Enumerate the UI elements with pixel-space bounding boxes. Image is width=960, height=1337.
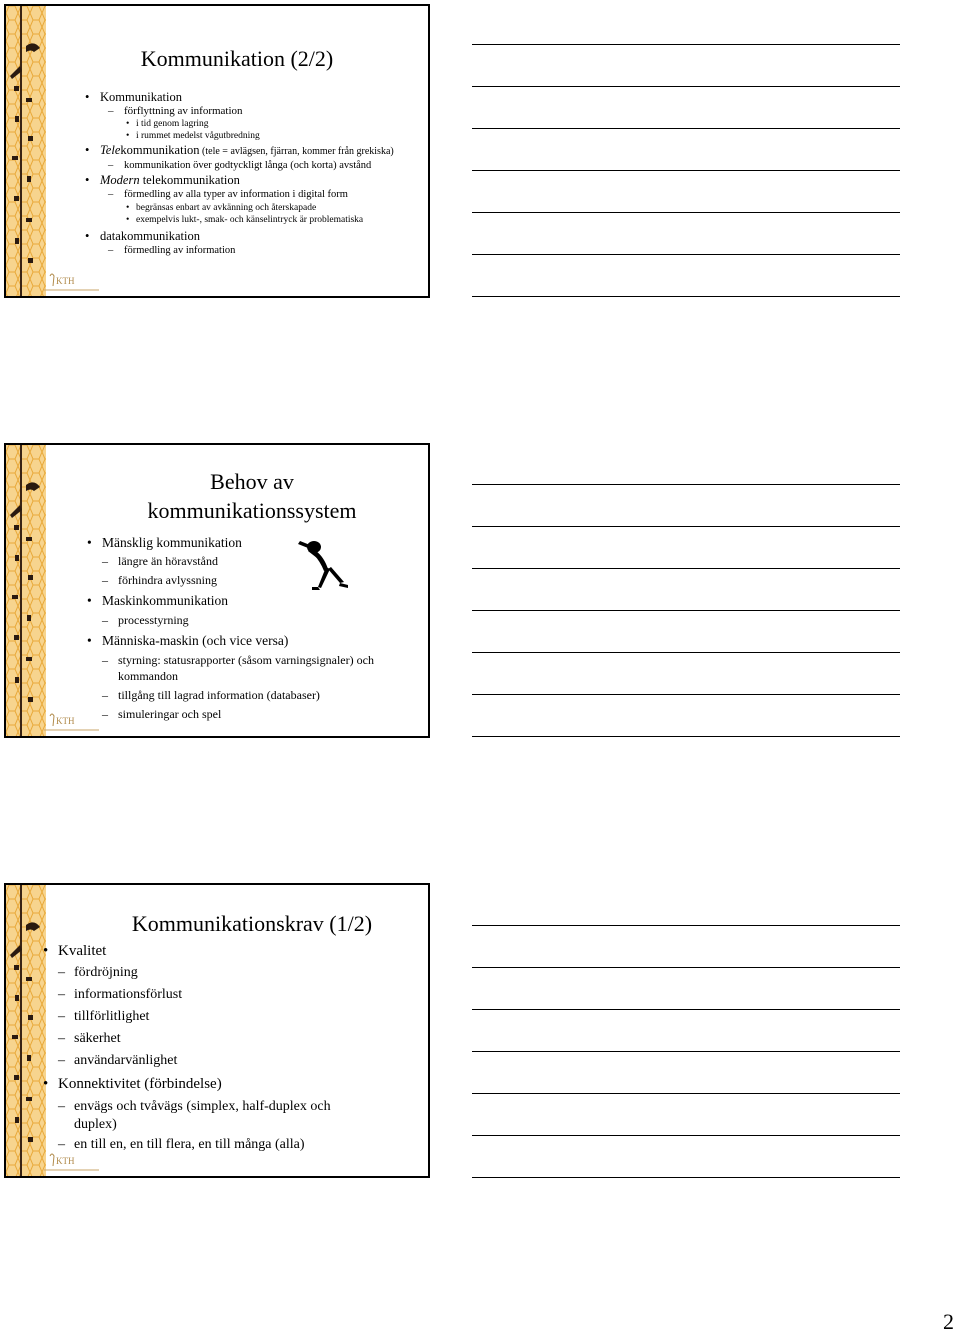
slide-1-content: [84, 90, 420, 258]
list-item: • Telekommunikation (tele = avlägsen, fjärran, kommer från grekiska): [84, 143, 420, 159]
list-item: – envägs och tvåvägs (simplex, half-duplex och duplex): [42, 1098, 420, 1134]
slide-title: Kommunikation (2/2): [140, 46, 334, 71]
kth-logo: [44, 712, 104, 734]
list-item: – styrning: statusrapporter (såsom varningsignaler) och kommandon: [86, 652, 418, 684]
list-item: – förflyttning av information: [84, 105, 420, 118]
list-item: • begränsas enbart av avkänning och återskapade: [84, 202, 420, 214]
list-item: – förhindra avlyssning: [86, 571, 418, 590]
svg-text:KTH: KTH: [56, 276, 75, 286]
list-item: • exempelvis lukt-, smak- och känselintryck är problematiska: [84, 214, 420, 226]
list-item: – tillförlitlighet: [42, 1006, 420, 1028]
honeycomb-strip-icon: [6, 6, 46, 296]
list-item: – förmedling av information: [84, 244, 420, 258]
list-item: – simuleringar och spel: [86, 705, 418, 724]
kth-logo: [44, 1152, 104, 1174]
list-item: – längre än höravstånd: [86, 552, 418, 571]
slide-1: [4, 4, 430, 298]
list-item: • datakommunikation: [84, 228, 420, 244]
page-number: 2: [943, 1309, 954, 1334]
list-item: • Människa-maskin (och vice versa): [86, 630, 418, 652]
list-item: – säkerhet: [42, 1028, 420, 1050]
honeycomb-strip-icon: [6, 885, 46, 1176]
list-item: • Modern telekommunikation: [84, 172, 420, 188]
list-item: – kommunikation över godtyckligt långa (och korta) avstånd: [84, 159, 420, 172]
list-item: – en till en, en till flera, en till många (alla): [42, 1134, 420, 1156]
list-item: – användarvänlighet: [42, 1050, 420, 1072]
slide-title: Kommunikationskrav (1/2): [131, 911, 373, 936]
svg-text:KTH: KTH: [56, 716, 75, 726]
honeycomb-strip-icon: [6, 445, 46, 736]
list-item: – förmedling av alla typer av information i digital form: [84, 188, 420, 202]
list-item: • Kommunikation: [84, 90, 420, 105]
svg-text:KTH: KTH: [56, 1156, 75, 1166]
list-item: – processtyrning: [86, 611, 418, 630]
slide-2-content: [86, 533, 418, 724]
list-item: • i tid genom lagring: [84, 118, 420, 130]
list-item: • Mänsklig kommunikation: [86, 533, 418, 552]
list-item: • Konnektivitet (förbindelse): [42, 1072, 420, 1096]
kth-logo: [44, 272, 104, 294]
slide-3: [4, 883, 430, 1178]
slide-2: [4, 443, 430, 738]
list-item: • Maskinkommunikation: [86, 590, 418, 611]
slide-3-content: [42, 940, 420, 1156]
list-item: • i rummet medelst vågutbredning: [84, 130, 420, 142]
slide-title: Behov av kommunikationssystem: [147, 469, 357, 523]
list-item: – informationsförlust: [42, 984, 420, 1006]
list-item: – tillgång till lagrad information (databaser): [86, 686, 418, 705]
list-item: • Kvalitet: [42, 940, 420, 962]
list-item: – fördröjning: [42, 962, 420, 984]
